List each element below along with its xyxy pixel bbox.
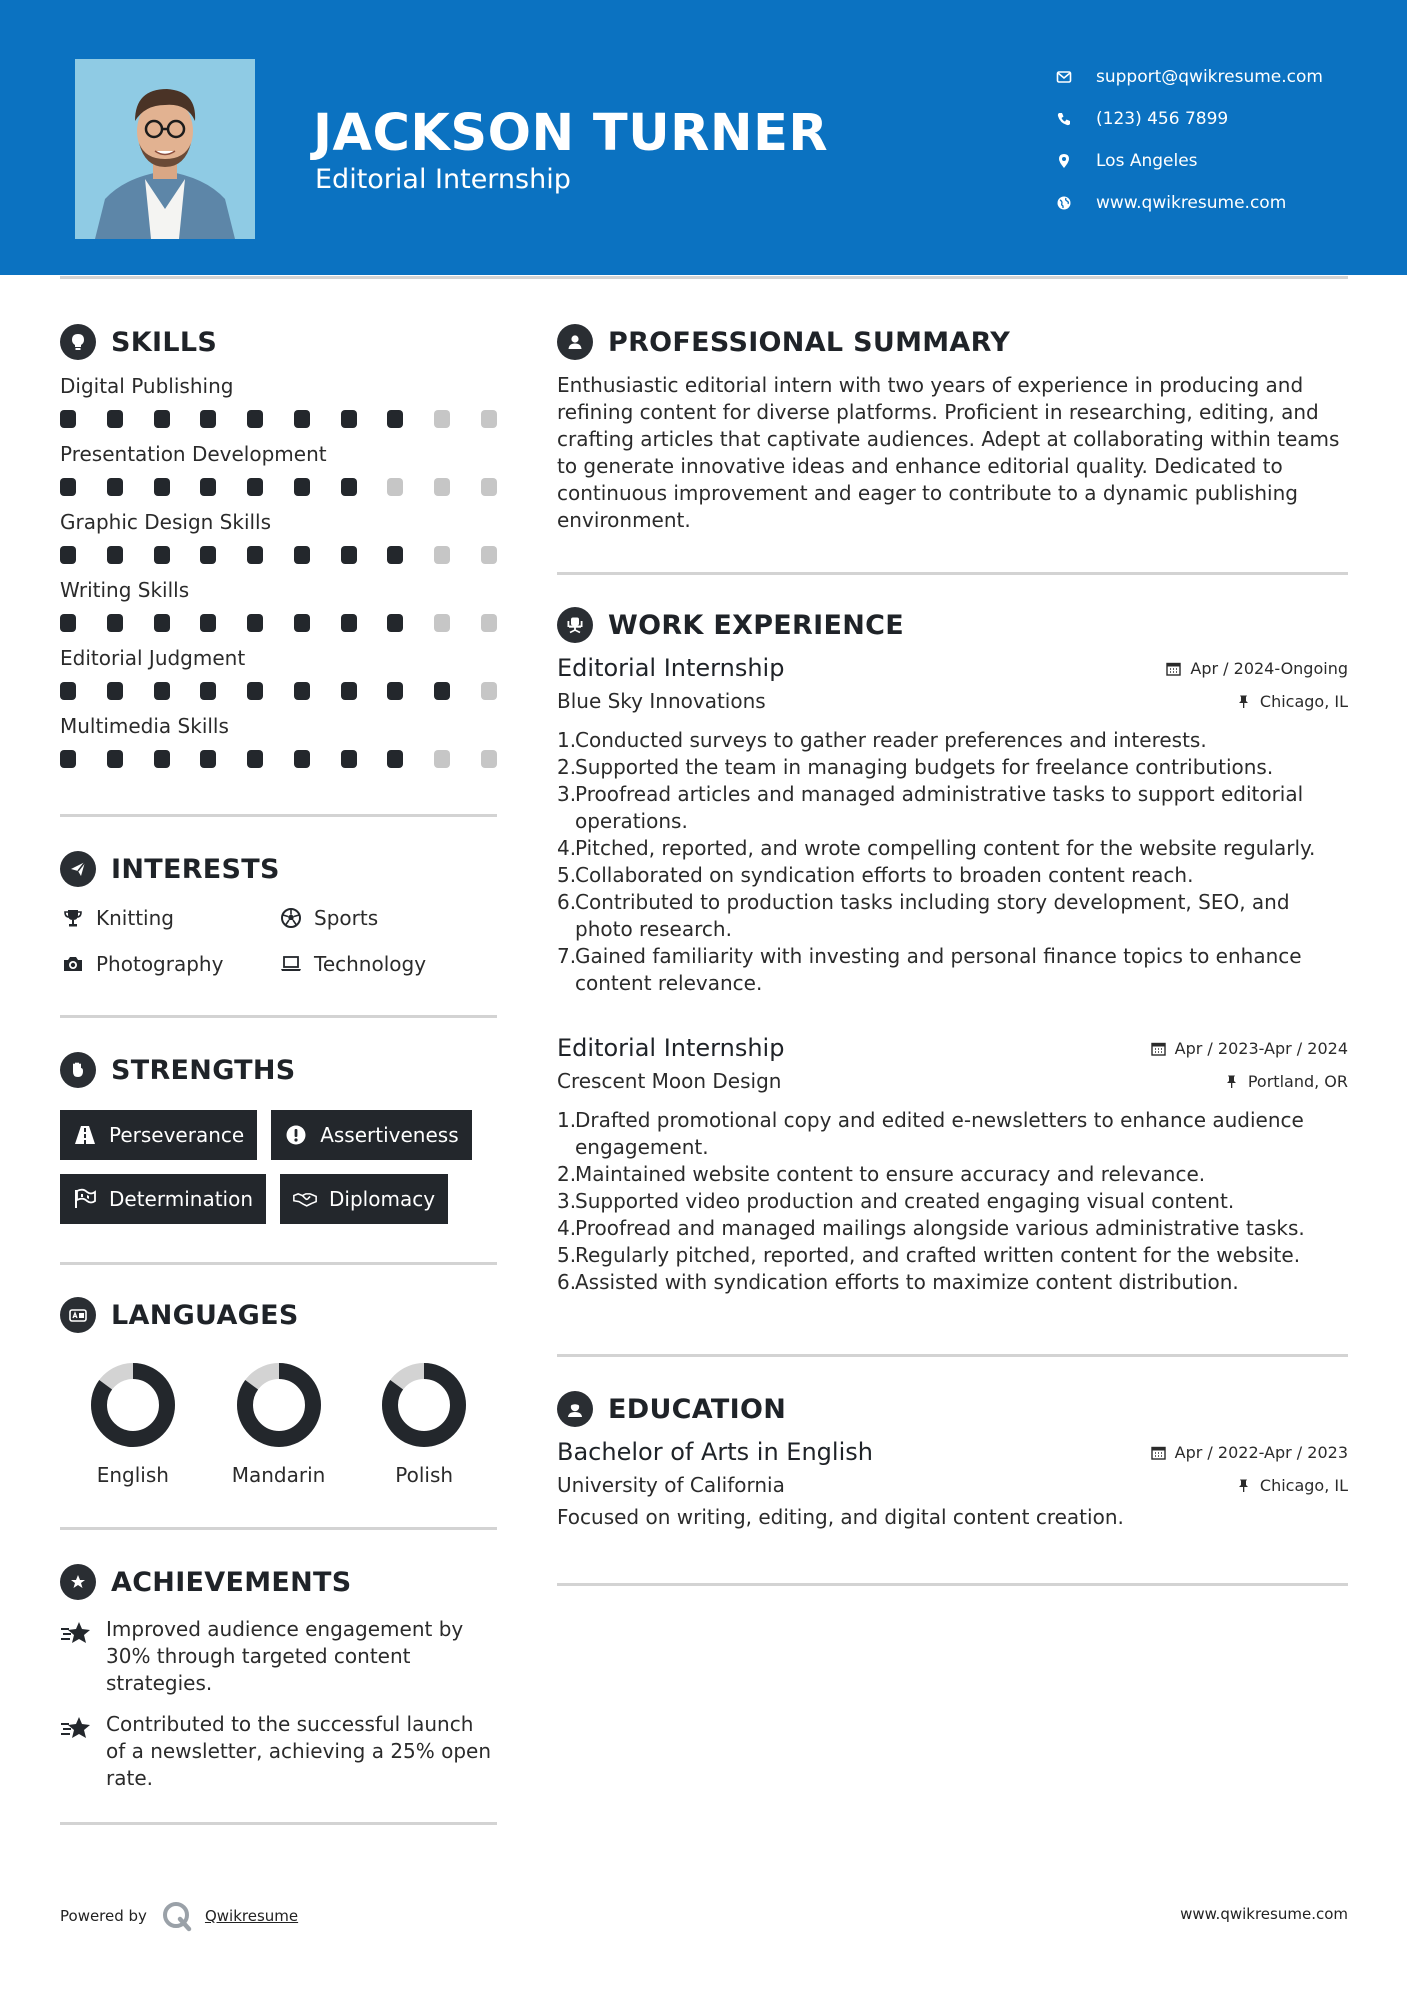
rating-dot-filled	[294, 546, 310, 564]
job-company: Blue Sky Innovations	[557, 689, 766, 713]
duty-text: Supported video production and created engaging visual content.	[575, 1189, 1235, 1213]
rating-dot-filled	[341, 614, 357, 632]
rating-dot-filled	[294, 750, 310, 768]
road-icon	[73, 1124, 97, 1146]
contact-phone[interactable]	[1054, 98, 1384, 140]
achievements-heading	[60, 1560, 497, 1604]
rating-dot-filled	[107, 478, 123, 496]
job-entry	[557, 1031, 1348, 1296]
section-divider	[60, 1527, 497, 1530]
languages-list	[60, 1361, 497, 1487]
skill-item	[60, 576, 497, 634]
job-entry	[557, 651, 1348, 997]
section-divider	[60, 814, 497, 817]
job-title: Editorial Internship	[557, 654, 785, 682]
list-item	[557, 835, 1348, 862]
language-donut	[235, 1361, 323, 1449]
paper-plane-icon	[60, 851, 96, 887]
interest-label: Technology	[314, 952, 427, 976]
job-company: Crescent Moon Design	[557, 1069, 782, 1093]
laptop-icon	[278, 951, 304, 977]
rating-dot-filled	[341, 410, 357, 428]
contact-location	[1054, 140, 1384, 182]
duty-text: Maintained website content to ensure accuracy and relevance.	[575, 1162, 1206, 1186]
rating-dot-filled	[107, 614, 123, 632]
language-item	[351, 1361, 497, 1487]
duty-text: Proofread and managed mailings alongside various administrative tasks.	[575, 1216, 1305, 1240]
skill-name: Editorial Judgment	[60, 646, 246, 670]
language-name: Polish	[395, 1463, 454, 1487]
list-item	[557, 943, 1348, 997]
rating-dot-filled	[387, 682, 403, 700]
rating-dot-filled	[200, 478, 216, 496]
education-title: EDUCATION	[608, 1393, 787, 1425]
graduate-icon	[557, 1391, 593, 1427]
work-list	[557, 651, 1348, 1296]
interests-title: INTERESTS	[111, 853, 280, 885]
education-description: Focused on writing, editing, and digital content creation.	[557, 1505, 1124, 1529]
job-title: Editorial Internship	[557, 1034, 785, 1062]
user-icon	[557, 324, 593, 360]
rating-dot-filled	[341, 478, 357, 496]
lightbulb-icon	[60, 324, 96, 360]
rating-dot-filled	[200, 546, 216, 564]
rating-dot-filled	[60, 410, 76, 428]
shooting-star-icon	[60, 1616, 94, 1697]
languages-heading	[60, 1293, 497, 1337]
rating-dot-filled	[154, 750, 170, 768]
skills-list	[60, 372, 497, 770]
interest-item	[60, 949, 278, 979]
interest-item	[278, 949, 497, 979]
language-donut	[89, 1361, 177, 1449]
rating-dot-filled	[247, 410, 263, 428]
rating-dot-filled	[434, 682, 450, 700]
contact-email[interactable]	[1054, 56, 1384, 98]
rating-dot-filled	[60, 750, 76, 768]
duty-text: Conducted surveys to gather reader preferences and interests.	[575, 728, 1207, 752]
language-icon	[60, 1297, 96, 1333]
list-number: 6.	[557, 1270, 577, 1294]
rating-dot-filled	[387, 546, 403, 564]
list-number: 4.	[557, 836, 577, 860]
job-location	[1236, 692, 1348, 711]
header-divider	[60, 276, 1348, 279]
rating-dot-filled	[294, 682, 310, 700]
contact-location-text: Los Angeles	[1096, 151, 1198, 171]
language-item	[206, 1361, 352, 1487]
shooting-star-icon	[60, 1711, 94, 1792]
job-date-text: Apr / 2023-Apr / 2024	[1174, 1038, 1348, 1058]
soccer-ball-icon	[278, 905, 304, 931]
rating-dot-empty	[434, 410, 450, 428]
skills-heading	[60, 320, 497, 364]
handshake-icon	[293, 1188, 317, 1210]
rating-dot-filled	[154, 546, 170, 564]
interests-list	[60, 903, 497, 979]
map-marker-icon	[1054, 151, 1074, 171]
rating-dot-filled	[294, 478, 310, 496]
star-badge-icon	[60, 1564, 96, 1600]
job-duties	[557, 727, 1348, 997]
duty-text: Gained familiarity with investing and personal finance topics to enhance content relevance.	[575, 944, 1302, 995]
skill-rating	[60, 546, 497, 566]
rating-dot-empty	[387, 478, 403, 496]
strength-tag	[280, 1174, 448, 1224]
achievement-item	[60, 1711, 497, 1792]
skill-name: Multimedia Skills	[60, 714, 229, 738]
rating-dot-filled	[247, 750, 263, 768]
strength-tag	[60, 1110, 257, 1160]
rating-dot-filled	[60, 682, 76, 700]
interest-label: Knitting	[96, 906, 174, 930]
rating-dot-empty	[434, 614, 450, 632]
achievement-text: Contributed to the successful launch of a newsletter, achieving a 25% open rate.	[106, 1712, 492, 1790]
duty-text: Proofread articles and managed administrative tasks to support editorial operations.	[575, 782, 1304, 833]
rating-dot-empty	[434, 478, 450, 496]
list-number: 1.	[557, 1108, 577, 1132]
list-item	[557, 862, 1348, 889]
work-title: WORK EXPERIENCE	[608, 609, 904, 641]
duty-text: Drafted promotional copy and edited e-newsletters to enhance audience engagement.	[575, 1108, 1304, 1159]
section-divider	[557, 1354, 1348, 1357]
interest-label: Photography	[96, 952, 224, 976]
rating-dot-filled	[341, 546, 357, 564]
strengths-title: STRENGTHS	[111, 1054, 296, 1086]
strength-tag	[60, 1174, 266, 1224]
resume-header	[0, 0, 1407, 275]
rating-dot-filled	[60, 478, 76, 496]
skill-name: Writing Skills	[60, 578, 190, 602]
strengths-heading	[60, 1048, 497, 1092]
contact-website[interactable]	[1054, 182, 1384, 224]
skill-rating	[60, 478, 497, 498]
rating-dot-filled	[154, 614, 170, 632]
list-number: 2.	[557, 755, 577, 779]
list-item	[557, 889, 1348, 943]
left-column	[60, 320, 497, 1825]
school-name: University of California	[557, 1473, 785, 1497]
duty-text: Supported the team in managing budgets for freelance contributions.	[575, 755, 1274, 779]
candidate-title: Editorial Internship	[315, 164, 571, 195]
list-item	[557, 1242, 1348, 1269]
contact-list	[1054, 56, 1384, 224]
skills-title: SKILLS	[111, 326, 218, 358]
list-number: 5.	[557, 1243, 577, 1267]
job-date	[1166, 659, 1348, 678]
right-column	[557, 320, 1348, 1586]
contact-website-text: www.qwikresume.com	[1096, 193, 1287, 213]
language-name: Mandarin	[231, 1463, 326, 1487]
section-divider	[60, 1262, 497, 1265]
achievement-item	[60, 1616, 497, 1697]
job-date-text: Apr / 2024-Ongoing	[1190, 658, 1348, 678]
rating-dot-empty	[481, 546, 497, 564]
skill-item	[60, 712, 497, 770]
job-location-text: Chicago, IL	[1259, 691, 1348, 711]
education-date-text: Apr / 2022-Apr / 2023	[1174, 1442, 1348, 1462]
rating-dot-filled	[200, 614, 216, 632]
rating-dot-filled	[107, 750, 123, 768]
section-divider	[557, 572, 1348, 575]
rating-dot-filled	[107, 682, 123, 700]
language-donut	[380, 1361, 468, 1449]
qwikresume-logo-icon	[161, 1900, 193, 1932]
list-number: 3.	[557, 782, 577, 806]
language-name: English	[96, 1463, 169, 1487]
skill-item	[60, 644, 497, 702]
list-item	[557, 1161, 1348, 1188]
duty-text: Pitched, reported, and wrote compelling content for the website regularly.	[575, 836, 1316, 860]
list-item	[557, 727, 1348, 754]
rating-dot-filled	[247, 614, 263, 632]
rating-dot-empty	[434, 750, 450, 768]
rating-dot-empty	[481, 614, 497, 632]
strength-label: Perseverance	[109, 1123, 245, 1147]
rating-dot-filled	[107, 410, 123, 428]
rating-dot-filled	[247, 682, 263, 700]
rating-dot-filled	[107, 546, 123, 564]
list-number: 4.	[557, 1216, 577, 1240]
rating-dot-filled	[154, 410, 170, 428]
calendar-icon	[1151, 1041, 1166, 1056]
strength-label: Assertiveness	[320, 1123, 459, 1147]
rating-dot-filled	[247, 546, 263, 564]
summary-title: PROFESSIONAL SUMMARY	[608, 326, 1011, 358]
rating-dot-filled	[247, 478, 263, 496]
rating-dot-filled	[154, 478, 170, 496]
rating-dot-filled	[387, 410, 403, 428]
list-number: 7.	[557, 944, 577, 968]
footer-powered-by	[60, 1898, 298, 1934]
rating-dot-empty	[481, 682, 497, 700]
rating-dot-empty	[481, 750, 497, 768]
duty-text: Assisted with syndication efforts to maximize content distribution.	[575, 1270, 1239, 1294]
pushpin-icon	[1236, 1478, 1251, 1493]
language-item	[60, 1361, 206, 1487]
globe-icon	[1054, 193, 1074, 213]
skill-item	[60, 372, 497, 430]
list-number: 2.	[557, 1162, 577, 1186]
skill-rating	[60, 750, 497, 770]
skill-name: Presentation Development	[60, 442, 327, 466]
rating-dot-filled	[387, 614, 403, 632]
pushpin-icon	[1224, 1074, 1239, 1089]
rating-dot-filled	[341, 682, 357, 700]
camera-icon	[60, 951, 86, 977]
education-entry	[557, 1435, 1348, 1531]
calendar-icon	[1151, 1445, 1166, 1460]
rating-dot-empty	[481, 478, 497, 496]
rating-dot-filled	[60, 546, 76, 564]
rating-dot-empty	[481, 410, 497, 428]
rating-dot-empty	[434, 546, 450, 564]
job-location	[1224, 1072, 1348, 1091]
summary-heading	[557, 320, 1348, 364]
list-item	[557, 1215, 1348, 1242]
list-item	[557, 781, 1348, 835]
pushpin-icon	[1236, 694, 1251, 709]
list-item	[557, 1188, 1348, 1215]
candidate-name: JACKSON TURNER	[313, 104, 829, 163]
strength-tag	[271, 1110, 471, 1160]
duty-text: Regularly pitched, reported, and crafted written content for the website.	[575, 1243, 1301, 1267]
interest-label: Sports	[314, 906, 379, 930]
strengths-list	[60, 1110, 497, 1224]
powered-by-text: Powered by	[60, 1907, 147, 1925]
skill-rating	[60, 614, 497, 634]
education-location-text: Chicago, IL	[1259, 1475, 1348, 1495]
rating-dot-filled	[154, 682, 170, 700]
interest-item	[278, 903, 497, 933]
work-heading	[557, 603, 1348, 647]
rating-dot-filled	[200, 410, 216, 428]
languages-title: LANGUAGES	[111, 1299, 299, 1331]
list-number: 3.	[557, 1189, 577, 1213]
envelope-icon	[1054, 67, 1074, 87]
achievements-list	[60, 1616, 497, 1792]
duty-text: Collaborated on syndication efforts to broaden content reach.	[575, 863, 1194, 887]
interests-heading	[60, 847, 497, 891]
job-location-text: Portland, OR	[1247, 1071, 1348, 1091]
skill-name: Graphic Design Skills	[60, 510, 272, 534]
skill-item	[60, 440, 497, 498]
list-number: 1.	[557, 728, 577, 752]
rating-dot-filled	[341, 750, 357, 768]
list-item	[557, 754, 1348, 781]
strength-label: Determination	[109, 1187, 254, 1211]
rating-dot-filled	[294, 410, 310, 428]
skill-rating	[60, 410, 497, 430]
office-chair-icon	[557, 607, 593, 643]
rating-dot-filled	[200, 750, 216, 768]
qwikresume-link[interactable]: Qwikresume	[204, 1907, 299, 1925]
flag-icon	[73, 1188, 97, 1210]
skill-item	[60, 508, 497, 566]
rating-dot-filled	[200, 682, 216, 700]
section-divider	[557, 1583, 1348, 1586]
section-divider	[60, 1822, 497, 1825]
summary-text: Enthusiastic editorial intern with two years of experience in producing and refining content for diverse platforms. Proficient in researching, editing, and crafting articles that captivate audiences. Adept at collaborating within teams to generate innovative ideas and enhance editorial quality. Dedicated to continuous improvement and eager to contribute to a dynamic publishing environment.	[557, 373, 1340, 532]
list-item	[557, 1269, 1348, 1296]
degree-title: Bachelor of Arts in English	[557, 1438, 873, 1466]
strength-label: Diplomacy	[329, 1187, 436, 1211]
list-number: 6.	[557, 890, 577, 914]
achievement-text: Improved audience engagement by 30% through targeted content strategies.	[106, 1617, 464, 1695]
rating-dot-filled	[387, 750, 403, 768]
rating-dot-filled	[60, 614, 76, 632]
phone-icon	[1054, 109, 1074, 129]
section-divider	[60, 1015, 497, 1018]
contact-phone-text: (123) 456 7899	[1096, 109, 1229, 129]
interest-item	[60, 903, 278, 933]
education-date	[1151, 1443, 1348, 1462]
footer-url[interactable]: www.qwikresume.com	[1180, 1905, 1348, 1923]
list-number: 5.	[557, 863, 577, 887]
fist-icon	[60, 1052, 96, 1088]
skill-name: Digital Publishing	[60, 374, 234, 398]
education-location	[1236, 1476, 1348, 1495]
list-item	[557, 1107, 1348, 1161]
achievements-title: ACHIEVEMENTS	[111, 1566, 352, 1598]
calendar-icon	[1166, 661, 1181, 676]
exclamation-circle-icon	[284, 1124, 308, 1146]
profile-photo	[75, 59, 255, 239]
rating-dot-filled	[294, 614, 310, 632]
duty-text: Contributed to production tasks including story development, SEO, and photo research.	[575, 890, 1290, 941]
trophy-icon	[60, 905, 86, 931]
contact-email-text: support@qwikresume.com	[1096, 67, 1323, 87]
job-date	[1151, 1039, 1348, 1058]
skill-rating	[60, 682, 497, 702]
education-heading	[557, 1387, 1348, 1431]
job-duties	[557, 1107, 1348, 1296]
